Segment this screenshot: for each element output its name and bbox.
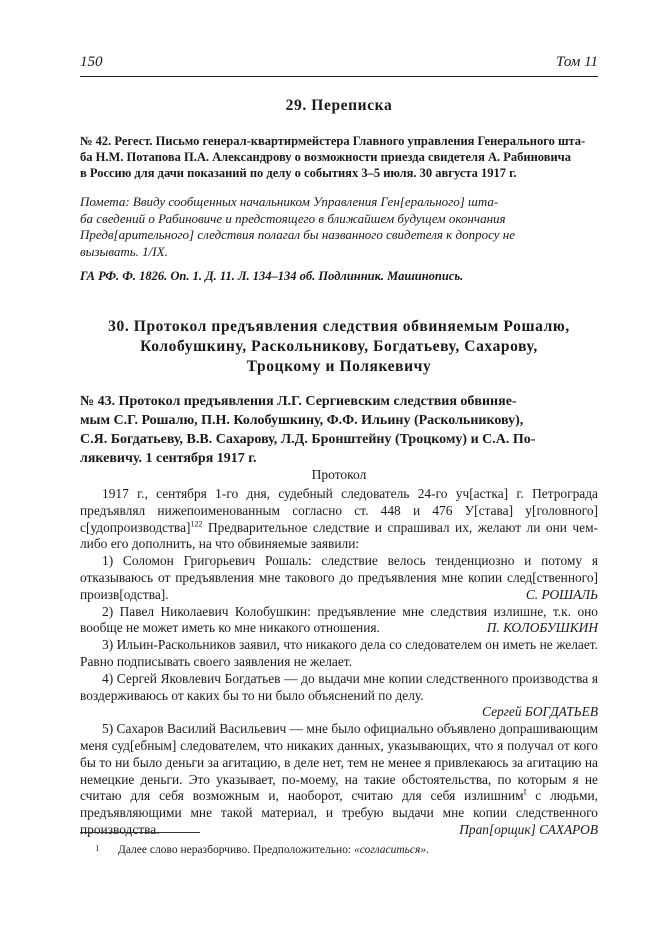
- footnote-rule: [80, 832, 200, 833]
- doc-42-archive-ref: ГА РФ. Ф. 1826. Оп. 1. Д. 11. Л. 134–134 об. Подлинник. Машинопись.: [80, 269, 464, 283]
- signature-roshal: С. РОШАЛЬ: [525, 586, 598, 602]
- section-30-title-line: Троцкому и Полякевичу: [246, 358, 432, 375]
- note-line: Помета: Ввиду сообщенных начальником Управления Ген[ерального] шта-: [80, 194, 499, 209]
- section-30-title-line: 30. Протокол предъявления следствия обвиняемым Рошалю,: [108, 318, 570, 335]
- running-header: [80, 54, 598, 76]
- footnote-italic: «согласиться»: [353, 844, 427, 856]
- section-29-title: 29. Переписка: [285, 97, 393, 114]
- footnote-ref-I: I: [523, 787, 527, 797]
- statement-2: 2) Павел Николаевич Колобушкин: предъявление мне следствия излишне, т.к. оно вообще не может иметь ко мне никакого отношения.: [80, 603, 598, 636]
- page-number: 150: [80, 54, 103, 70]
- signature-sakharov: Прап[орщик] САХАРОВ: [459, 821, 598, 837]
- doc-42-heading-line: ба Н.М. Потапова П.А. Александрову о возможности приезда свидетеля А. Рабиновича: [80, 150, 571, 164]
- footnote-ref-122: 122: [190, 519, 203, 529]
- volume-label: Том 11: [556, 54, 598, 70]
- doc-42-heading: [80, 133, 598, 181]
- protocol-body: [80, 486, 598, 839]
- doc-43-heading-line: С.Я. Богдатьеву, В.В. Сахарову, Л.Д. Бронштейну (Троцкому) и С.А. По-: [80, 432, 536, 447]
- statement-4: 4) Сергей Яковлевич Богдатьев — до выдачи мне копии следственного производства я воздерживаюсь от каких бы то ни было объяснений по делу.: [80, 670, 598, 703]
- doc-42-heading-line: в Россию для дачи показаний по делу о событиях 3–5 июля. 30 августа 1917 г.: [80, 166, 517, 180]
- doc-43-heading-line: лякевичу. 1 сентября 1917 г.: [80, 451, 257, 466]
- statement-1: 1) Соломон Григорьевич Рошаль: следствие велось тенденциозно и потому я отказываюсь от предъявления мне такового до предъявления мне копии след[ственного] произв[одства].: [80, 553, 598, 602]
- doc-43-heading-line: № 43. Протокол предъявления Л.Г. Сергиевским следствия обвиняе-: [80, 394, 517, 409]
- footnote: I Далее слово неразборчиво. Предположительно: «согласиться».: [96, 844, 429, 856]
- doc-43-heading-line: мым С.Г. Рошалю, П.Н. Колобушкину, Ф.Ф. Ильину (Раскольникову),: [80, 413, 524, 428]
- protocol-intro: 1917 г., сентября 1-го дня, судебный следователь 24-го уч[астка] г. Петрограда предъявлял нижепоименованным согласно ст. 448 и 476 У[става] у[головного] с[удопроизводства]$^{122}$ Предварительное следствие и спрашивал их, желают ли они чем-либо его дополнить, на что обвиняемые заявили:: [80, 486, 598, 552]
- footnote-marker: I: [96, 844, 99, 853]
- signature-kolobushkin: П. КОЛОБУШКИН: [486, 620, 598, 636]
- doc-42-note: [80, 194, 598, 260]
- note-line: вызывать. 1/IX.: [80, 243, 168, 259]
- signature-bogdatyev: Сергей БОГДАТЬЕВ: [482, 704, 598, 720]
- note-line: ба сведений о Рабиновиче и предстоящего в ближайшем будущем окончания: [80, 210, 506, 226]
- statement-3: 3) Ильин-Раскольников заявил, что никакого дела со следователем он иметь не желает. Равно подписывать своего заявления не желает.: [80, 637, 598, 669]
- protocol-title: Протокол: [311, 467, 367, 482]
- note-line: Предв[арительного] следствия полагал бы названного свидетеля к допросу не: [80, 227, 515, 242]
- doc-42-heading-line: № 42. Регест. Письмо генерал-квартирмейстера Главного управления Генерального шта-: [80, 134, 586, 148]
- header-rule: [80, 76, 598, 77]
- section-30-title-line: Колобушкину, Раскольникову, Богдатьеву, Сахарову,: [140, 338, 538, 355]
- doc-43-heading: [80, 392, 598, 468]
- footnote-text: Далее слово неразборчиво. Предположительно:: [118, 844, 354, 856]
- section-30-title: [80, 317, 598, 377]
- statement-5: 5) Сахаров Василий Васильевич — мне было официально объявлено допрашивающим меня суд[ебным] следователем, что никаких данных, указывающих, что я получал от кого бы то ни было деньги за агитацию, в деле нет, тем не менее я привлекаюсь за агитацию на немецкие деньги. Это указывает, по-моему, на такие обстоятельства, по которым я не считаю для себя возможным и, наоборот, считаю для себя излишним$^I$ с людьми, предъявляющими мне такой материал, и требую выдачи мне копии следственного производства.: [80, 721, 598, 837]
